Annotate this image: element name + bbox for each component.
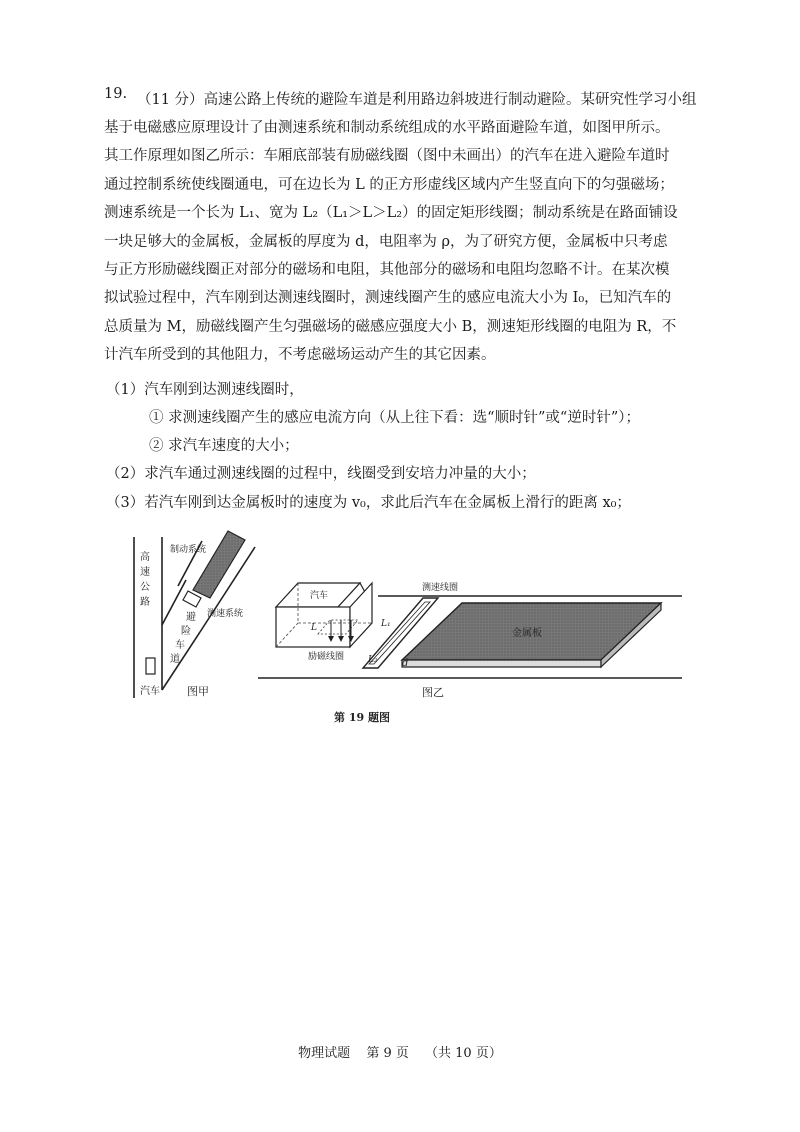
question-points: （11 分）: [137, 92, 204, 108]
stem-line-8: 拟试验过程中，汽车刚到达测速线圈时，测速线圈产生的感应电流大小为 I₀，已知汽车的: [104, 290, 672, 307]
stem-line-1: 高速公路上传统的避险车道是利用路边斜坡进行制动避险。某研究性学习小组: [203, 92, 697, 108]
stem-line-10: 计汽车所受到的其他阻力，不考虑磁场运动产生的其它因素。: [104, 347, 496, 364]
lane-label-1: 避: [186, 612, 196, 623]
stem-line-4: 通过控制系统使线圈通电，可在边长为 L 的正方形虚线区域内产生竖直向下的匀强磁场；: [104, 176, 674, 193]
L2-label: L₂: [368, 655, 378, 665]
figure-title: 第 19 题图: [334, 711, 390, 724]
footer-page: 第 9 页: [366, 1046, 409, 1061]
figure-jia: [134, 531, 255, 698]
stem-line-6: 一块足够大的金属板，金属板的厚度为 d，电阻率为 ρ，为了研究方便，金属板中只考虑: [104, 233, 668, 250]
stem-line-9: 总质量为 M，励磁线圈产生匀强磁场的磁感应强度大小 B，测速矩形线圈的电阻为 R，不: [104, 318, 677, 335]
speed-coil-box: [183, 591, 201, 607]
footer-total: （共 10 页）: [425, 1046, 502, 1061]
stem-line-7: 与正方形励磁线圈正对部分的磁场和电阻，其他部分的磁场和电阻均忽略不计。在某次模: [104, 262, 670, 279]
caption-yi: 图乙: [422, 686, 444, 699]
lane-lower-edge: [162, 580, 186, 625]
sub-question-3: （3）若汽车刚到达金属板时的速度为 v₀，求此后汽车在金属板上滑行的距离 x₀；: [106, 495, 631, 511]
lane-label-3: 车: [175, 640, 185, 651]
brake-label: 制动系统: [170, 545, 207, 555]
plate-label: 金属板: [512, 628, 542, 639]
stem-line-2: 基于电磁感应原理设计了由测速系统和制动系统组成的水平路面避险车道，如图甲所示。: [104, 120, 670, 136]
car-icon: [146, 658, 155, 674]
sub-question-1a: ① 求测速线圈产生的感应电流方向（从上往下看：选“顺时针”或“逆时针”）；: [149, 410, 641, 426]
footer-subject: 物理试题: [298, 1046, 351, 1061]
sub-question-1: （1）汽车刚到达测速线圈时，: [106, 382, 304, 398]
L1-label: L₁: [381, 619, 391, 629]
metal-plate-front: [402, 660, 601, 667]
sub-question-1b: ② 求汽车速度的大小；: [149, 438, 299, 454]
car-label-yi: 汽车: [310, 591, 329, 601]
figure-yi: [258, 581, 682, 699]
speed-coil-label: 测速线圈: [422, 583, 459, 593]
lane-label-2: 险: [181, 626, 191, 637]
sub-question-2: （2）求汽车通过测速线圈的过程中，线圈受到安培力冲量的大小；: [106, 466, 536, 482]
road-label-1: 高: [140, 552, 150, 563]
speed-system-label: 测速系统: [207, 609, 244, 619]
car-label-jia: 汽车: [140, 686, 160, 697]
road-label-3: 公: [140, 582, 150, 593]
stem-line-3: 其工作原理如图乙所示：车厢底部装有励磁线圈（图中未画出）的汽车在进入避险车道时: [104, 148, 670, 165]
d-label: d: [402, 658, 409, 669]
brake-system-strip: [193, 531, 245, 598]
road-label-4: 路: [140, 597, 150, 608]
road-label-2: 速: [140, 567, 150, 578]
caption-jia: 图甲: [187, 685, 209, 698]
coil-label: 励磁线圈: [308, 652, 345, 662]
lane-label-4: 道: [170, 654, 180, 665]
page-footer: [0, 1042, 800, 1061]
question-number-text: 19.: [104, 86, 128, 102]
stem-line-5: 测速系统是一个长为 L₁、宽为 L₂（L₁＞L＞L₂）的固定矩形线圈；制动系统是在路面铺设: [104, 205, 678, 222]
L-label: L: [311, 623, 317, 633]
